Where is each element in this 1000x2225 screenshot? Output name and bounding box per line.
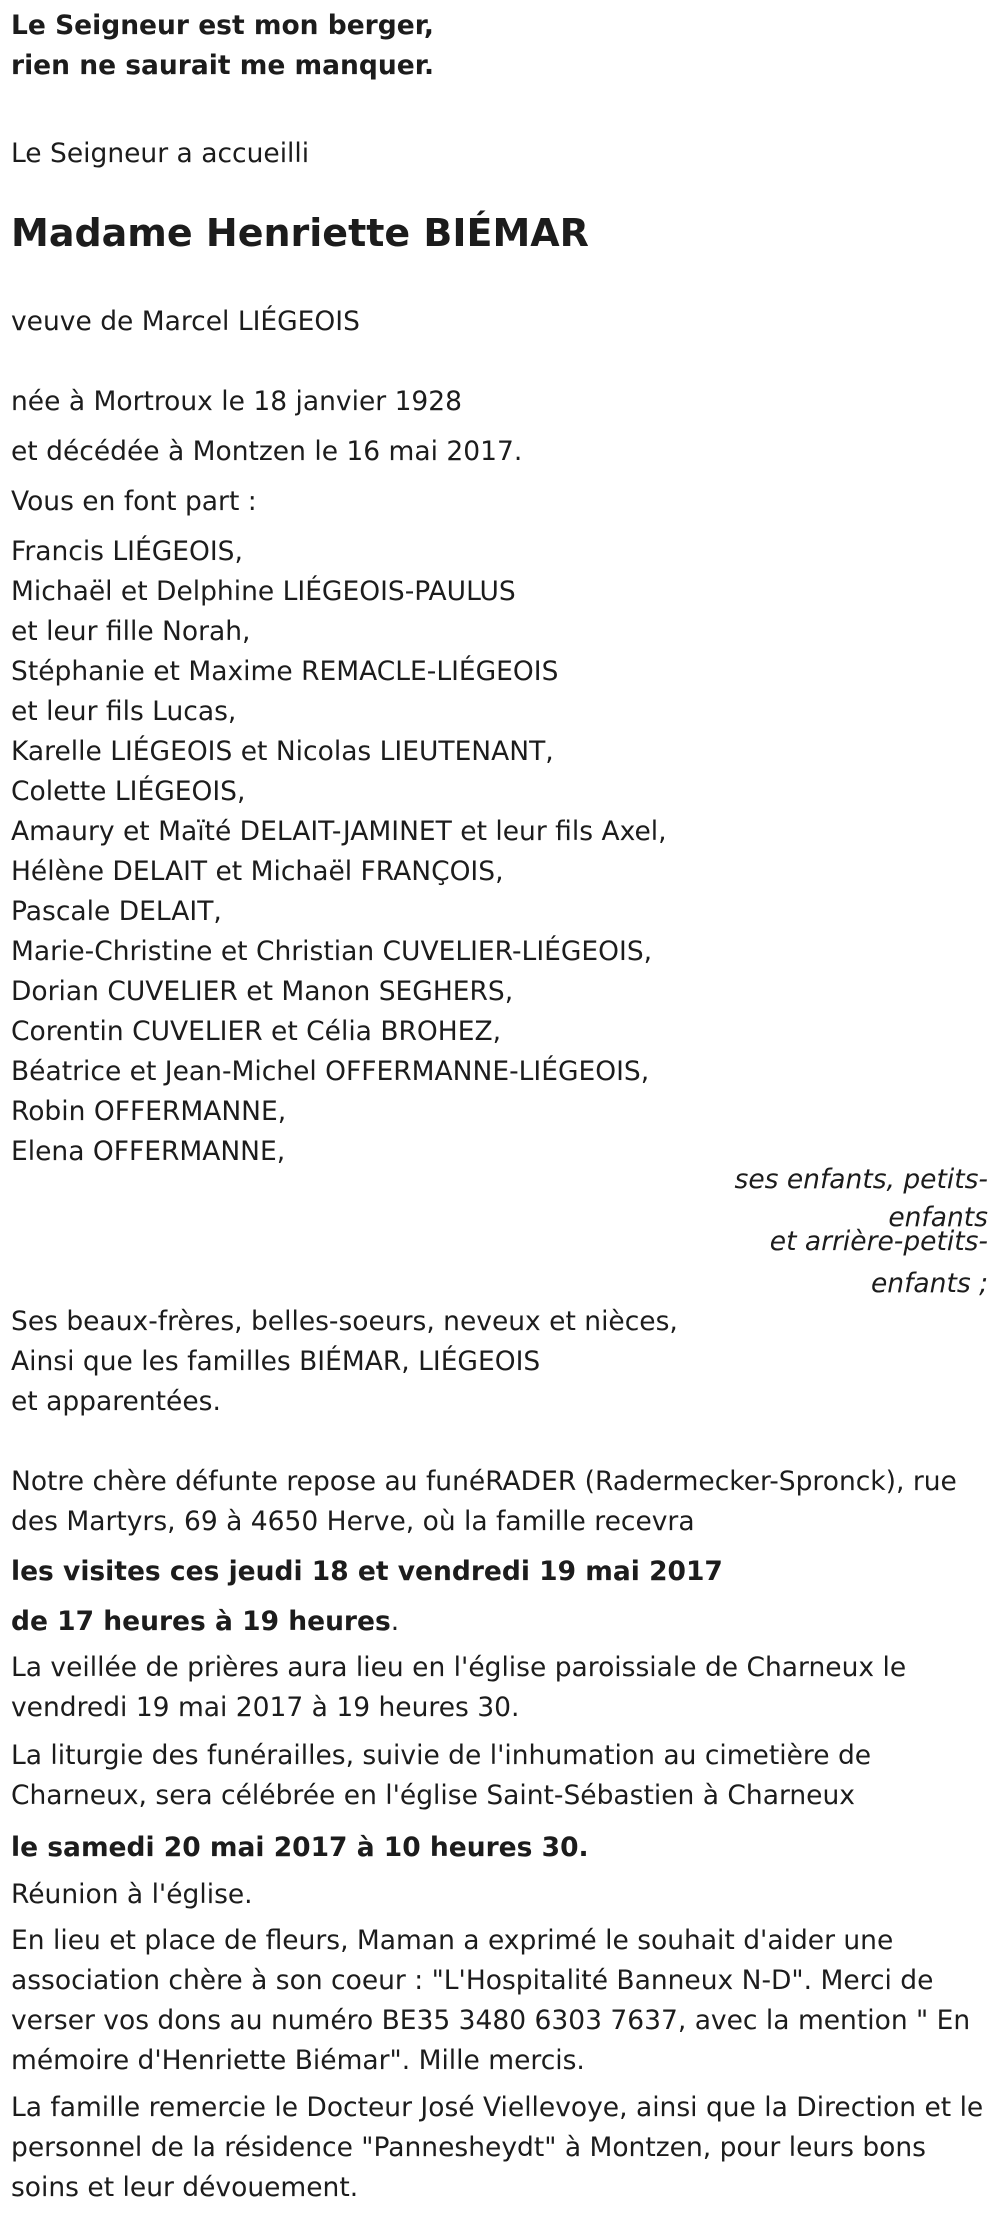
- thanks-info: La famille remercie le Docteur José Viellevoye, ainsi que la Direction et le personnel de la résidence "Pannesheydt" à Montzen, pour leurs bons soins et leur dévouement.: [11, 2092, 984, 2203]
- visits-hours-end: .: [390, 1606, 400, 1637]
- family-member: Marie-Christine et Christian CUVELIER-LIÉGEOIS,: [11, 936, 653, 967]
- liturgy-info: La liturgie des funérailles, suivie de l'inhumation au cimetière de Charneux, sera célébrée en l'église Saint-Sébastien à Charneux: [11, 1740, 872, 1811]
- family-member: Robin OFFERMANNE,: [11, 1096, 287, 1127]
- visits-hours-text: de 17 heures à 19 heures: [11, 1606, 391, 1637]
- family-list: [11, 532, 667, 1172]
- family-member: et leur fils Lucas,: [11, 696, 237, 727]
- vigil-info: La veillée de prières aura lieu en l'église paroissiale de Charneux le vendredi 19 mai 2017 à 19 heures 30.: [11, 1652, 907, 1723]
- family-member: Pascale DELAIT,: [11, 896, 222, 927]
- family-member: Stéphanie et Maxime REMACLE-LIÉGEOIS: [11, 656, 559, 687]
- relatives-line: Ainsi que les familles BIÉMAR, LIÉGEOIS: [11, 1346, 541, 1377]
- epigraph-line-1: Le Seigneur est mon berger,: [11, 10, 434, 41]
- epigraph-line-2: rien ne saurait me manquer.: [11, 50, 435, 81]
- family-member: Hélène DELAIT et Michaël FRANÇOIS,: [11, 856, 504, 887]
- family-member: Dorian CUVELIER et Manon SEGHERS,: [11, 976, 514, 1007]
- flowers-info: En lieu et place de fleurs, Maman a exprimé le souhait d'aider une association chère à son coeur : "L'Hospitalité Banneux N-D". Merci de verser vos dons au numéro BE35 3480 6303 7637, avec la mention " En mémoire d'Henriette Biémar". Mille mercis.: [11, 1925, 971, 2076]
- repose-info: Notre chère défunte repose au funéRADER (Radermecker-Spronck), rue des Martyrs, 69 à 4650 Herve, où la famille recevra: [11, 1466, 957, 1537]
- family-member: Amaury et Maïté DELAIT-JAMINET et leur fils Axel,: [11, 816, 667, 847]
- liturgy-date: le samedi 20 mai 2017 à 10 heures 30.: [11, 1832, 589, 1863]
- intro-text: Le Seigneur a accueilli: [11, 138, 310, 169]
- death-info: et décédée à Montzen le 16 mai 2017.: [11, 436, 523, 467]
- family-member: Francis LIÉGEOIS,: [11, 536, 243, 567]
- visits-dates: les visites ces jeudi 18 et vendredi 19 mai 2017: [11, 1556, 723, 1587]
- deceased-name: Madame Henriette BIÉMAR: [11, 211, 589, 255]
- announcement-label: Vous en font part :: [11, 486, 257, 517]
- epigraph: [11, 6, 434, 86]
- birth-info: née à Mortroux le 18 janvier 1928: [11, 386, 463, 417]
- relatives-line: Ses beaux-frères, belles-soeurs, neveux et nièces,: [11, 1306, 678, 1337]
- family-member: et leur fille Norah,: [11, 616, 251, 647]
- family-member: Michaël et Delphine LIÉGEOIS-PAULUS: [11, 576, 516, 607]
- relation-line-2: enfants: [888, 1202, 988, 1233]
- relatives-line: et apparentées.: [11, 1386, 221, 1417]
- family-member: Karelle LIÉGEOIS et Nicolas LIEUTENANT,: [11, 736, 554, 767]
- relation-line-3: et arrière-petits-: [769, 1226, 988, 1257]
- reunion-info: Réunion à l'église.: [11, 1879, 253, 1910]
- family-member: Elena OFFERMANNE,: [11, 1136, 286, 1167]
- relation-line-1: ses enfants, petits-: [734, 1164, 988, 1195]
- widow-of: veuve de Marcel LIÉGEOIS: [11, 306, 360, 337]
- family-member: Béatrice et Jean-Michel OFFERMANNE-LIÉGEOIS,: [11, 1056, 650, 1087]
- relatives-list: [11, 1302, 678, 1422]
- family-member: Corentin CUVELIER et Célia BROHEZ,: [11, 1016, 502, 1047]
- visits-hours: [11, 1602, 399, 1642]
- family-member: Colette LIÉGEOIS,: [11, 776, 246, 807]
- relation-line-4: enfants ;: [870, 1268, 988, 1299]
